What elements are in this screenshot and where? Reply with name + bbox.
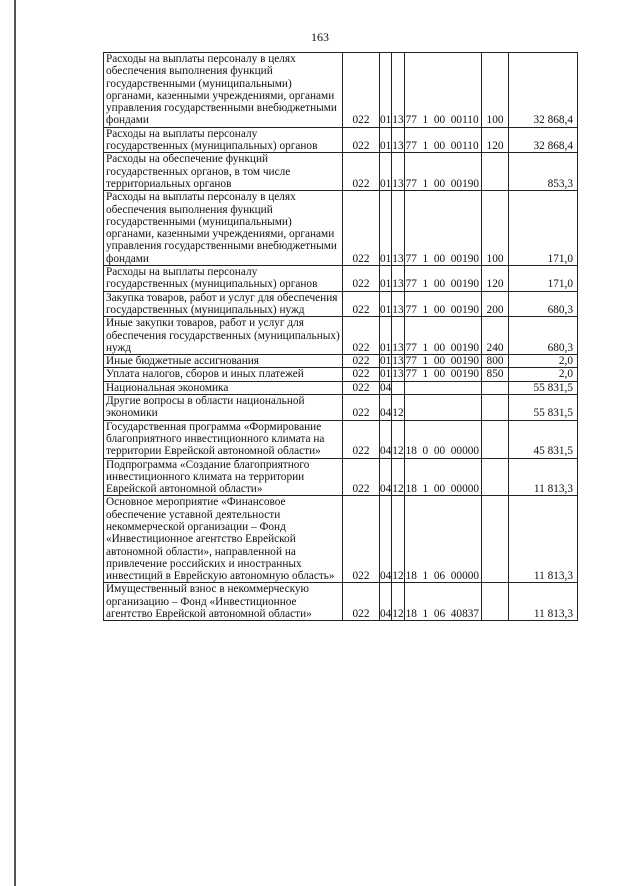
expense-type-code: 240: [482, 317, 509, 355]
row-name: Основное мероприятие «Финансовое обеспечение уставной деятельности некоммерческой организации – Фонд «Инвестиционное агентство Еврейской автономной области», направленной на привлечение российских и иностранных инвестиций в Еврейскую автономную область»: [104, 496, 343, 583]
row-name: Расходы на выплаты персоналу государственных (муниципальных) органов: [104, 127, 343, 153]
amount: 680,3: [509, 317, 578, 355]
section-code: 01: [380, 368, 392, 381]
subsection-code: 13: [392, 368, 404, 381]
admin-code: 022: [343, 496, 380, 583]
amount: 2,0: [509, 355, 578, 368]
table-row: [104, 153, 578, 191]
admin-code: 022: [343, 381, 380, 394]
target-article-code: 77 1 00 00190: [404, 266, 481, 292]
row-name: Государственная программа «Формирование благоприятного инвестиционного климата на территории Еврейской автономной области»: [104, 420, 343, 458]
scan-edge-line: [14, 0, 16, 886]
target-article-code: 77 1 00 00190: [404, 355, 481, 368]
subsection-code: 12: [392, 583, 404, 621]
table-row: [104, 191, 578, 266]
admin-code: 022: [343, 458, 380, 496]
section-code: 01: [380, 53, 392, 128]
table-row: [104, 368, 578, 381]
admin-code: 022: [343, 291, 380, 317]
subsection-code: 13: [392, 266, 404, 292]
section-code: 04: [380, 583, 392, 621]
expense-type-code: 120: [482, 127, 509, 153]
amount: 11 813,3: [509, 458, 578, 496]
row-name: Иные бюджетные ассигнования: [104, 355, 343, 368]
table-row: [104, 420, 578, 458]
page-number: 163: [311, 30, 329, 44]
subsection-code: 13: [392, 317, 404, 355]
admin-code: 022: [343, 368, 380, 381]
amount: 171,0: [509, 266, 578, 292]
expense-type-code: [482, 420, 509, 458]
target-article-code: 77 1 00 00110: [404, 127, 481, 153]
admin-code: 022: [343, 420, 380, 458]
subsection-code: 13: [392, 127, 404, 153]
row-name: Расходы на выплаты персоналу в целях обеспечения выполнения функций государственными (муниципальными) органами, казенными учреждениями, органами управления государственными внебюджетными фондами: [104, 53, 343, 128]
subsection-code: [392, 381, 404, 394]
subsection-code: 13: [392, 153, 404, 191]
table-row: [104, 381, 578, 394]
subsection-code: 13: [392, 355, 404, 368]
admin-code: 022: [343, 191, 380, 266]
expense-type-code: [482, 496, 509, 583]
table-row: [104, 291, 578, 317]
section-code: 04: [380, 420, 392, 458]
expense-type-code: 100: [482, 53, 509, 128]
amount: 680,3: [509, 291, 578, 317]
section-code: 01: [380, 191, 392, 266]
admin-code: 022: [343, 317, 380, 355]
admin-code: 022: [343, 266, 380, 292]
amount: 11 813,3: [509, 496, 578, 583]
amount: 11 813,3: [509, 583, 578, 621]
admin-code: 022: [343, 355, 380, 368]
admin-code: 022: [343, 153, 380, 191]
target-article-code: 77 1 00 00110: [404, 53, 481, 128]
section-code: 01: [380, 355, 392, 368]
amount: 55 831,5: [509, 381, 578, 394]
table-row: [104, 127, 578, 153]
row-name: Расходы на выплаты персоналу государственных (муниципальных) органов: [104, 266, 343, 292]
section-code: 04: [380, 496, 392, 583]
subsection-code: 13: [392, 53, 404, 128]
amount: 45 831,5: [509, 420, 578, 458]
target-article-code: 18 0 00 00000: [404, 420, 481, 458]
amount: 55 831,5: [509, 395, 578, 421]
subsection-code: 13: [392, 291, 404, 317]
row-name: Закупка товаров, работ и услуг для обеспечения государственных (муниципальных) нужд: [104, 291, 343, 317]
section-code: 04: [380, 395, 392, 421]
target-article-code: 77 1 00 00190: [404, 291, 481, 317]
target-article-code: 18 1 00 00000: [404, 458, 481, 496]
row-name: Имущественный взнос в некоммерческую организацию – Фонд «Инвестиционное агентство Еврейской автономной области»: [104, 583, 343, 621]
row-name: Другие вопросы в области национальной экономики: [104, 395, 343, 421]
section-code: 01: [380, 266, 392, 292]
table-row: [104, 317, 578, 355]
target-article-code: [404, 395, 481, 421]
section-code: 04: [380, 381, 392, 394]
expense-type-code: 850: [482, 368, 509, 381]
amount: 2,0: [509, 368, 578, 381]
expense-type-code: 800: [482, 355, 509, 368]
section-code: 01: [380, 317, 392, 355]
row-name: Иные закупки товаров, работ и услуг для обеспечения государственных (муниципальных) нужд: [104, 317, 343, 355]
table-row: [104, 458, 578, 496]
subsection-code: 12: [392, 420, 404, 458]
expense-type-code: [482, 583, 509, 621]
section-code: 01: [380, 153, 392, 191]
section-code: 01: [380, 291, 392, 317]
target-article-code: 18 1 06 00000: [404, 496, 481, 583]
admin-code: 022: [343, 395, 380, 421]
target-article-code: 77 1 00 00190: [404, 368, 481, 381]
amount: 171,0: [509, 191, 578, 266]
subsection-code: 12: [392, 496, 404, 583]
admin-code: 022: [343, 53, 380, 128]
table-row: [104, 355, 578, 368]
amount: 32 868,4: [509, 53, 578, 128]
subsection-code: 12: [392, 458, 404, 496]
table-row: [104, 266, 578, 292]
row-name: Расходы на выплаты персоналу в целях обеспечения выполнения функций государственными (муниципальными) органами, казенными учреждениями, органами управления государственными внебюджетными фондами: [104, 191, 343, 266]
amount: 32 868,4: [509, 127, 578, 153]
expense-type-code: [482, 381, 509, 394]
target-article-code: 18 1 06 40837: [404, 583, 481, 621]
table-row: [104, 395, 578, 421]
expense-type-code: 120: [482, 266, 509, 292]
subsection-code: 13: [392, 191, 404, 266]
row-name: Расходы на обеспечение функций государственных органов, в том числе территориальных органов: [104, 153, 343, 191]
row-name: Уплата налогов, сборов и иных платежей: [104, 368, 343, 381]
row-name: Национальная экономика: [104, 381, 343, 394]
target-article-code: 77 1 00 00190: [404, 191, 481, 266]
expense-type-code: [482, 153, 509, 191]
target-article-code: [404, 381, 481, 394]
admin-code: 022: [343, 127, 380, 153]
section-code: 04: [380, 458, 392, 496]
target-article-code: 77 1 00 00190: [404, 153, 481, 191]
table-row: [104, 583, 578, 621]
target-article-code: 77 1 00 00190: [404, 317, 481, 355]
budget-table-body: [104, 53, 578, 621]
section-code: 01: [380, 127, 392, 153]
amount: 853,3: [509, 153, 578, 191]
expense-type-code: 100: [482, 191, 509, 266]
subsection-code: 12: [392, 395, 404, 421]
expense-type-code: [482, 458, 509, 496]
budget-table: [103, 52, 578, 621]
expense-type-code: 200: [482, 291, 509, 317]
admin-code: 022: [343, 583, 380, 621]
expense-type-code: [482, 395, 509, 421]
row-name: Подпрограмма «Создание благоприятного инвестиционного климата на территории Еврейской автономной области»: [104, 458, 343, 496]
table-row: [104, 53, 578, 128]
table-row: [104, 496, 578, 583]
